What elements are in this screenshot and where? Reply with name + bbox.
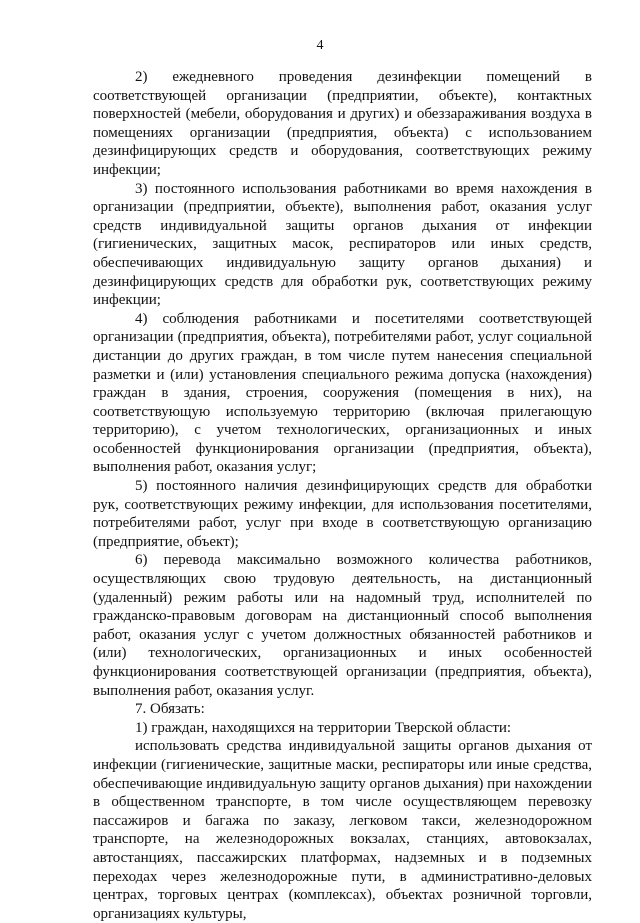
- paragraph-item-2: 2) ежедневного проведения дезинфекции помещений в соответствующей организации (предприятии, объекте), контактных поверхностей (мебели, оборудования и других) и обеззараживания воздуха в помещениях организации (предприятия, объекта) с использованием дезинфицирующих средств и оборудования, соответствующих режиму инфекции;: [93, 69, 592, 178]
- paragraph-item-3: 3) постоянного использования работниками во время нахождения в организации (предприятии, объекте), выполнения работ, оказания услуг средств индивидуальной защиты органов дыхания от инфекции (гигиенических, защитных масок, респираторов или иных средств, обеспечивающих индивидуальную защиту органов дыхания) и дезинфицирующих средств для обработки рук, соответствующих режиму инфекции;: [93, 180, 592, 309]
- paragraph-masks: использовать средства индивидуальной защиты органов дыхания от инфекции (гигиенические, защитные маски, респираторы или иные средства, обеспечивающие индивидуальную защиту органов дыхания) при нахождении в общественном транспорте, в том числе осуществляющем перевозку пассажиров и багажа по заказу, легковом такси, железнодорожном транспорте, на железнодорожных вокзалах, станциях, автовокзалах, автостанциях, пассажирских платформах, надземных и в подземных переходах через железнодорожные пути, в административно-деловых центрах, торговых центрах (комплексах), объектах розничной торговли, организациях культуры,: [93, 738, 592, 922]
- section-heading-7: 7. Обязать:: [135, 701, 205, 718]
- document-body: [93, 68, 592, 923]
- paragraph-item-5: 5) постоянного наличия дезинфицирующих средств для обработки рук, соответствующих режиму инфекции, для использования посетителями, потребителями работ, услуг при входе в соответствующую организацию (предприятие, объект);: [93, 478, 592, 550]
- paragraph-item-4: 4) соблюдения работниками и посетителями соответствующей организации (предприятия, объекта), потребителями работ, услуг социальной дистанции до других граждан, в том числе путем нанесения специальной разметки и (или) установления специального режима допуска (нахождения) граждан в здания, строения, сооружения (помещения в них), на соответствующую используемую территорию (включая прилегающую территорию), с учетом технологических, организационных и иных особенностей функционирования организации (предприятия, объекта), выполнения работ, оказания услуг;: [93, 310, 592, 476]
- paragraph-subitem-1: 1) граждан, находящихся на территории Тверской области:: [135, 719, 512, 736]
- page-number: 4: [316, 38, 324, 53]
- paragraph-item-6: 6) перевода максимально возможного количества работников, осуществляющих свою трудовую деятельность, на дистанционный (удаленный) режим работы или на надомный труд, исполнителей по гражданско-правовым договорам на дистанционный способ выполнения работ, оказания услуг с учетом должностных обязанностей работников и (или) технологических, организационных и иных особенностей функционирования соответствующей организации (предприятия, объекта), выполнения работ, оказания услуг.: [93, 552, 592, 699]
